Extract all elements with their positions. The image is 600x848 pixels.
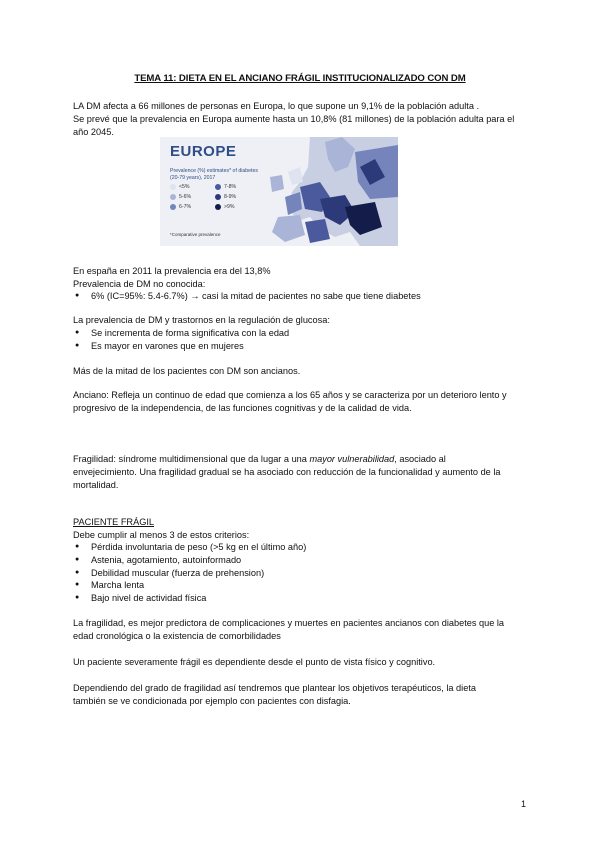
map-title: EUROPE	[170, 143, 237, 160]
grado-line-2: también se ve condicionada por ejemplo con pacientes con disfagia.	[73, 696, 351, 706]
legend-swatch	[215, 184, 221, 190]
map-subtitle-line-1: Prevalence (%) estimates* of diabetes	[170, 168, 258, 174]
legend-swatch	[170, 204, 176, 210]
predictora-line-2: edad cronológica o la existencia de comorbilidades	[73, 631, 281, 641]
map-subtitle-line-2: (20-79 years), 2017	[170, 174, 216, 181]
map-subtitle	[170, 168, 258, 181]
list-item: ● Marcha lenta	[73, 579, 306, 592]
legend-swatch	[215, 194, 221, 200]
legend-item-3: 6-7%	[170, 204, 191, 210]
fragilidad-line-3: mortalidad.	[73, 480, 119, 490]
europe-prevalence-map	[160, 137, 398, 246]
legend-swatch	[170, 194, 176, 200]
grado-line-1: Dependiendo del grado de fragilidad así tendremos que plantear los objetivos terapéuticos, la dieta	[73, 683, 476, 693]
list-item: ● Bajo nivel de actividad física	[73, 592, 306, 605]
emphasis-text: mayor vulnerabilidad	[309, 454, 395, 464]
fragilidad-line-2: envejecimiento. Una fragilidad gradual se ha asociado con reducción de la funcionalidad y aumento de la	[73, 467, 501, 477]
list-item: ● Se incrementa de forma significativa con la edad	[73, 327, 289, 340]
map-note: *Comparative prevalence	[170, 232, 221, 237]
legend-item-6: >9%	[215, 204, 235, 210]
unknown-dm-heading: Prevalencia de DM no conocida:	[73, 279, 206, 289]
intro-line-1: LA DM afecta a 66 millones de personas en Europa, lo que supone un 9,1% de la población adulta .	[73, 101, 480, 111]
list-item: ● Astenia, agotamiento, autoinformado	[73, 554, 306, 567]
list-item: ● Pérdida involuntaria de peso (>5 kg en el último año)	[73, 541, 306, 554]
regulation-heading: La prevalencia de DM y trastornos en la regulación de glucosa:	[73, 315, 330, 325]
anciano-line-1: Anciano: Refleja un continuo de edad que comienza a los 65 años y se caracteriza por un deterioro lento y	[73, 390, 507, 400]
list-item: ● 6% (IC=95%: 5.4-6.7%) → casi la mitad de pacientes no sabe que tiene diabetes	[73, 290, 421, 303]
fragilidad-line-1: Fragilidad: síndrome multidimensional que da lugar a una mayor vulnerabilidad, asociado al	[73, 454, 446, 464]
page-number: 1	[520, 799, 526, 809]
list-item: ● Es mayor en varones que en mujeres	[73, 340, 289, 353]
legend-swatch	[170, 184, 176, 190]
intro-line-2: Se prevé que la prevalencia en Europa aumente hasta un 10,8% (81 millones) de la población adulta para el año 2045.	[73, 114, 515, 137]
legend-item-5: 8-9%	[215, 194, 236, 200]
unknown-dm-list	[73, 290, 421, 303]
elderly-majority: Más de la mitad de los pacientes con DM son ancianos.	[73, 366, 301, 376]
predictora-line-1: La fragilidad, es mejor predictora de complicaciones y muertes en pacientes ancianos con diabetes que la	[73, 618, 505, 628]
legend-swatch	[215, 204, 221, 210]
list-item: ● Debilidad muscular (fuerza de prehension)	[73, 567, 306, 580]
legend-item-4: 7-8%	[215, 184, 236, 190]
regulation-list	[73, 327, 289, 353]
spain-prevalence: En españa en 2011 la prevalencia era del 13,8%	[73, 266, 271, 276]
criteria-intro: Debe cumplir al menos 3 de estos criterios:	[73, 530, 250, 540]
severe-frailty: Un paciente severamente frágil es dependiente desde el punto de vista físico y cognitivo.	[73, 657, 436, 667]
section-heading: PACIENTE FRÁGIL	[73, 517, 154, 527]
anciano-line-2: progresivo de la independencia, de las funciones cognitivas y de la calidad de vida.	[73, 403, 412, 413]
legend-item-2: 5-6%	[170, 194, 191, 200]
page-title: TEMA 11: DIETA EN EL ANCIANO FRÁGIL INSTITUCIONALIZADO CON DM	[134, 73, 466, 84]
criteria-list	[73, 541, 306, 605]
legend-item-1: <5%	[170, 184, 190, 190]
